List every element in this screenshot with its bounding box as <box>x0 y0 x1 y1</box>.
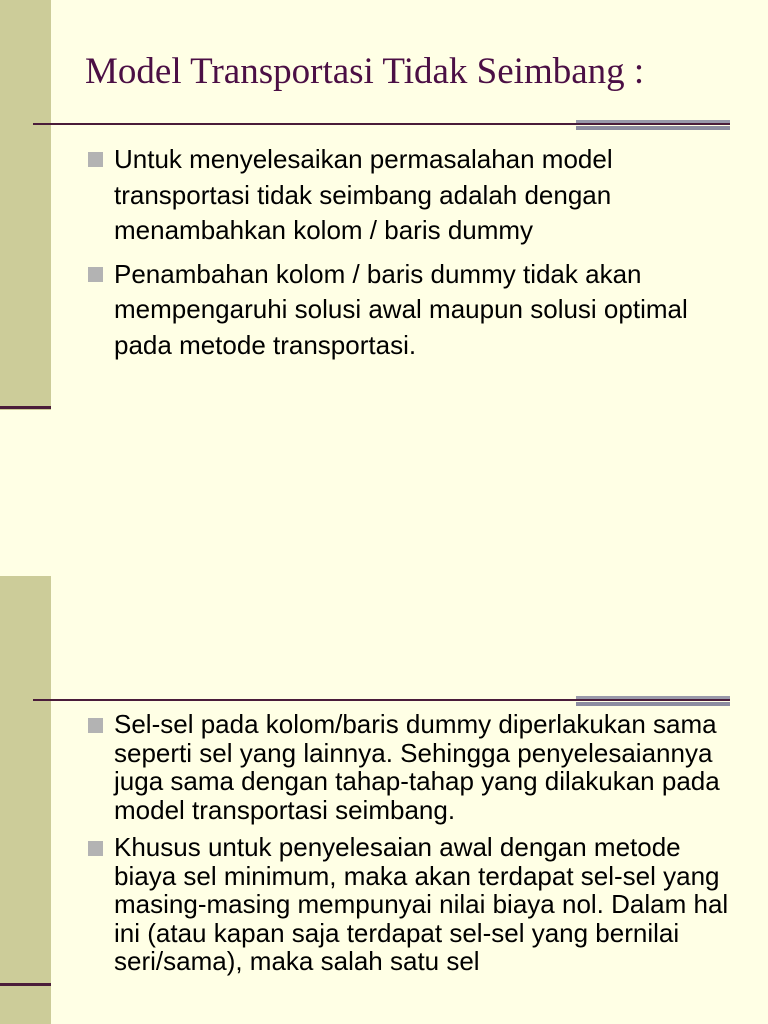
title-divider <box>33 699 730 701</box>
left-sidebar <box>0 0 51 410</box>
divider-accent-bottom <box>576 702 730 706</box>
left-sidebar <box>0 576 51 1024</box>
bullet-item <box>86 833 736 976</box>
bullet-text: Untuk menyelesaikan permasalahan model transportasi tidak seimbang adalah dengan menambahkan kolom / baris dummy <box>114 144 613 245</box>
divider-accent-top <box>576 696 730 699</box>
bullet-text: Sel-sel pada kolom/baris dummy diperlakukan sama seperti sel yang lainnya. Sehingga penyelesaiannya juga sama dengan tahap-tahap yang dilakukan pada model transportasi seimbang. <box>114 709 720 825</box>
bullet-text: Penambahan kolom / baris dummy tidak akan mempengaruhi solusi awal maupun solusi optimal pada metode transportasi. <box>114 258 688 360</box>
bullet-item <box>86 710 736 824</box>
sidebar-rule <box>0 983 51 986</box>
square-bullet-icon <box>88 267 103 282</box>
divider-accent-bottom <box>576 126 730 130</box>
bullet-item <box>86 257 736 364</box>
bullet-list <box>86 142 736 371</box>
title-divider <box>33 123 730 125</box>
bullet-text: Khusus untuk penyelesaian awal dengan metode biaya sel minimum, maka akan terdapat sel-sel yang masing-masing mempunyai nilai biaya nol. Dalam hal ini (atau kapan saja terdapat sel-sel yang bernilai seri/sama), maka salah satu sel <box>114 832 729 976</box>
bullet-list <box>86 710 736 985</box>
square-bullet-icon <box>88 841 103 856</box>
square-bullet-icon <box>88 718 103 733</box>
square-bullet-icon <box>88 152 103 167</box>
slide-2 <box>0 576 768 1024</box>
slide-title: Model Transportasi Tidak Seimbang : <box>85 51 645 92</box>
bullet-item <box>86 142 736 249</box>
divider-accent-top <box>576 120 730 123</box>
sidebar-rule <box>0 406 51 409</box>
